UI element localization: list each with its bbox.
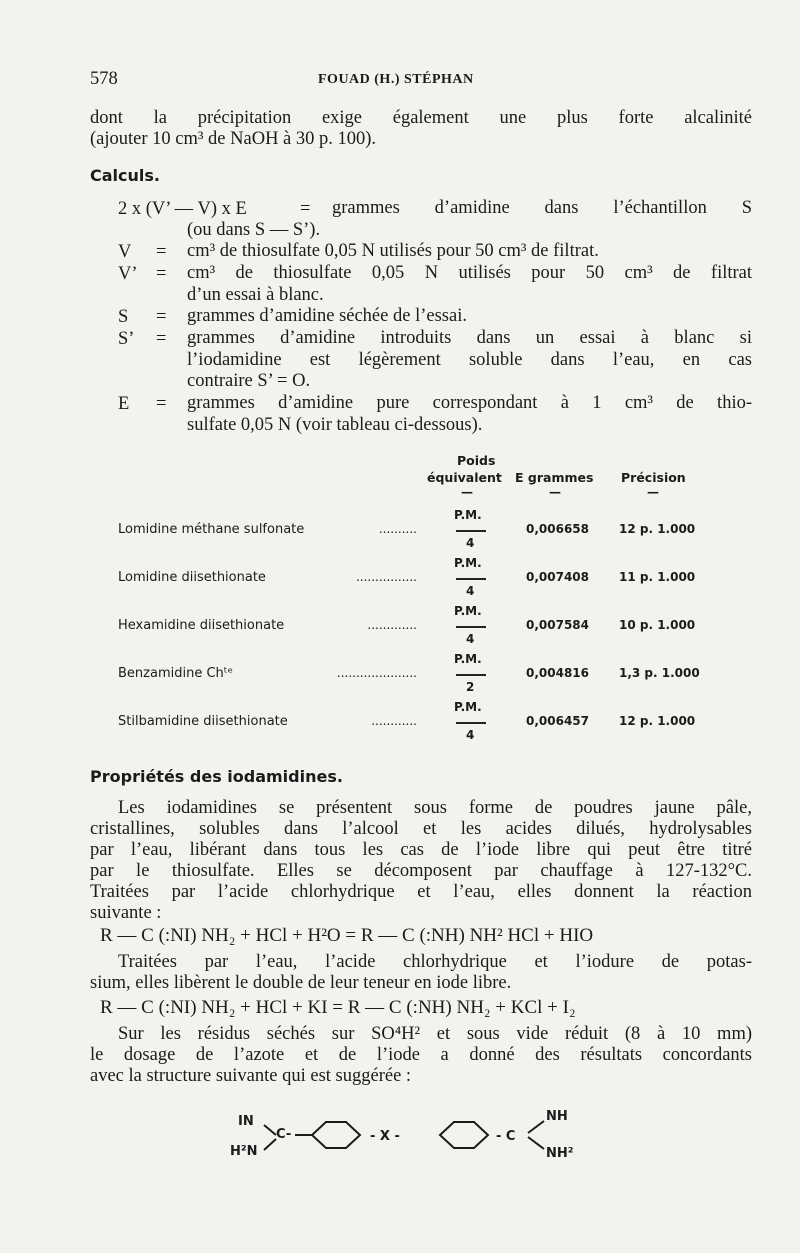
table-row-leader: .....................: [336, 666, 417, 680]
table-row-fraction-numerator: P.M.: [454, 508, 482, 522]
table-row-leader: .............: [367, 618, 417, 632]
table-row-fraction-denominator: 2: [466, 680, 475, 694]
table-header-poids: Poids: [457, 453, 496, 468]
table-row-fraction-denominator: 4: [466, 632, 475, 646]
definition-equals: =: [156, 329, 167, 349]
para1-line-3: par l’eau, libérant dans tous les cas de l’iode libre qui peut être titré: [90, 840, 752, 860]
table-row-fraction-denominator: 4: [466, 584, 475, 598]
table-row-e-grammes: 0,006457: [526, 714, 590, 728]
table-header-dash-3: —: [647, 485, 659, 499]
definition-equals: =: [300, 199, 311, 219]
structure-left-top: IN: [238, 1114, 254, 1129]
definition-text-line: cm³ de thiosulfate 0,05 N utilisés pour 50 cm³ de filtrat.: [187, 241, 599, 261]
para2-line-2: sium, elles libèrent le double de leur teneur en iode libre.: [90, 973, 512, 993]
table-row-name: Lomidine méthane sulfonate: [118, 522, 305, 537]
fraction-bar: [456, 578, 486, 580]
para1-line-4: par le thiosulfate. Elles se décomposent par chauffage à 127-132°C.: [90, 861, 752, 881]
table-row-e-grammes: 0,007584: [526, 618, 590, 632]
table-row-name: Stilbamidine diisethionate: [118, 714, 288, 729]
definition-equals: =: [156, 394, 167, 414]
definition-equals: =: [156, 264, 167, 284]
section-heading-proprietes: Propriétés des iodamidines.: [90, 767, 343, 786]
table-row-name: Lomidine diisethionate: [118, 570, 266, 585]
structure-middle: - X -: [370, 1129, 400, 1144]
table-row-fraction-denominator: 4: [466, 728, 475, 742]
table-row-e-grammes: 0,006658: [526, 522, 590, 536]
definition-text-line: grammes d’amidine introduits dans un essai à blanc si: [187, 328, 752, 348]
table-row-precision: 1,3 p. 1.000: [619, 666, 700, 680]
definition-text-line: contraire S’ = O.: [187, 371, 311, 391]
table-row-precision: 10 p. 1.000: [619, 618, 696, 632]
definition-text-line: d’un essai à blanc.: [187, 284, 324, 305]
equation-2: R — C (:NI) NH₂ + HCl + KI = R — C (:NH) NH₂ + KCl + I₂: [100, 997, 576, 1018]
fraction-bar: [456, 722, 486, 724]
table-header-dash-1: —: [461, 485, 473, 499]
definition-text-line: grammes d’amidine dans l’échantillon S: [332, 198, 752, 218]
definition-equals: =: [156, 307, 167, 327]
definition-text-line: sulfate 0,05 N (voir tableau ci-dessous).: [187, 414, 483, 435]
structure-right-c: - C: [496, 1129, 516, 1144]
table-row-leader: ............: [371, 714, 417, 728]
fraction-bar: [456, 674, 486, 676]
para3-line-2: le dosage de l’azote et de l’iode a donné des résultats concordants: [90, 1045, 752, 1065]
table-row-leader: ..........: [378, 522, 417, 536]
para3-line-3: avec la structure suivante qui est suggérée :: [90, 1066, 412, 1086]
equation-1: R — C (:NI) NH₂ + HCl + H²O = R — C (:NH) NH² HCl + HIO: [100, 925, 594, 946]
para3-line-1: Sur les résidus séchés sur SO⁴H² et sous vide réduit (8 à 10 mm): [118, 1024, 752, 1044]
table-row-e-grammes: 0,007408: [526, 570, 590, 584]
table-row-precision: 12 p. 1.000: [619, 522, 696, 536]
definition-text-line: (ou dans S — S’).: [187, 219, 321, 240]
table-row-e-grammes: 0,004816: [526, 666, 590, 680]
table-row-leader: ................: [355, 570, 417, 584]
benzene-ring-right: [440, 1122, 488, 1148]
table-header-precision: Précision: [621, 470, 686, 485]
para1-line-6: suivante :: [90, 903, 162, 923]
definition-symbol: V’: [118, 264, 138, 284]
table-row-precision: 11 p. 1.000: [619, 570, 696, 584]
table-row-fraction-denominator: 4: [466, 536, 475, 550]
intro-line-1: dont la précipitation exige également une plus forte alcalinité: [90, 108, 752, 128]
structure-diagram: [220, 1095, 620, 1175]
page-number: 578: [90, 69, 118, 89]
table-row-fraction-numerator: P.M.: [454, 652, 482, 666]
para1-line-2: cristallines, solubles dans l’alcool et les acides dilués, hydrolysables: [90, 819, 752, 839]
definition-symbol: V: [118, 242, 132, 262]
table-row-fraction-numerator: P.M.: [454, 604, 482, 618]
table-row-fraction-numerator: P.M.: [454, 700, 482, 714]
fraction-bar: [456, 530, 486, 532]
structure-right-top: NH: [546, 1109, 568, 1124]
structure-left-bottom: H²N: [230, 1144, 258, 1159]
definition-symbol: S: [118, 307, 129, 327]
definition-symbol: E: [118, 394, 130, 414]
structure-right-bottom: NH²: [546, 1146, 574, 1161]
definition-text-line: cm³ de thiosulfate 0,05 N utilisés pour 50 cm³ de filtrat: [187, 263, 752, 283]
para1-line-5: Traitées par l’acide chlorhydrique et l’eau, elles donnent la réaction: [90, 882, 752, 902]
para1-line-1: Les iodamidines se présentent sous forme de poudres jaune pâle,: [118, 798, 752, 818]
table-header-dash-2: —: [549, 485, 561, 499]
para2-line-1: Traitées par l’eau, l’acide chlorhydrique et l’iodure de potas-: [118, 952, 752, 972]
structure-left-c: C-: [276, 1127, 292, 1142]
table-row-name: Hexamidine diisethionate: [118, 618, 285, 633]
definition-symbol: 2 x (V’ — V) x E: [118, 199, 247, 219]
benzene-ring-left: [312, 1122, 360, 1148]
table-header-equivalent: équivalent: [427, 470, 502, 485]
definition-text-line: l’iodamidine est légèrement soluble dans l’eau, en cas: [187, 349, 752, 370]
intro-line-2: (ajouter 10 cm³ de NaOH à 30 p. 100).: [90, 129, 377, 149]
section-heading-calculs: Calculs.: [90, 166, 160, 185]
table-header-e-grammes: E grammes: [515, 470, 594, 485]
table-row-fraction-numerator: P.M.: [454, 556, 482, 570]
definition-symbol: S’: [118, 329, 135, 349]
definition-text-line: grammes d’amidine pure correspondant à 1 cm³ de thio-: [187, 393, 752, 413]
fraction-bar: [456, 626, 486, 628]
running-title: FOUAD (H.) STÉPHAN: [318, 72, 474, 87]
table-row-name: Benzamidine Chᵗᵉ: [118, 666, 234, 681]
definition-text-line: grammes d’amidine séchée de l’essai.: [187, 306, 467, 326]
definition-equals: =: [156, 242, 167, 262]
table-row-precision: 12 p. 1.000: [619, 714, 696, 728]
